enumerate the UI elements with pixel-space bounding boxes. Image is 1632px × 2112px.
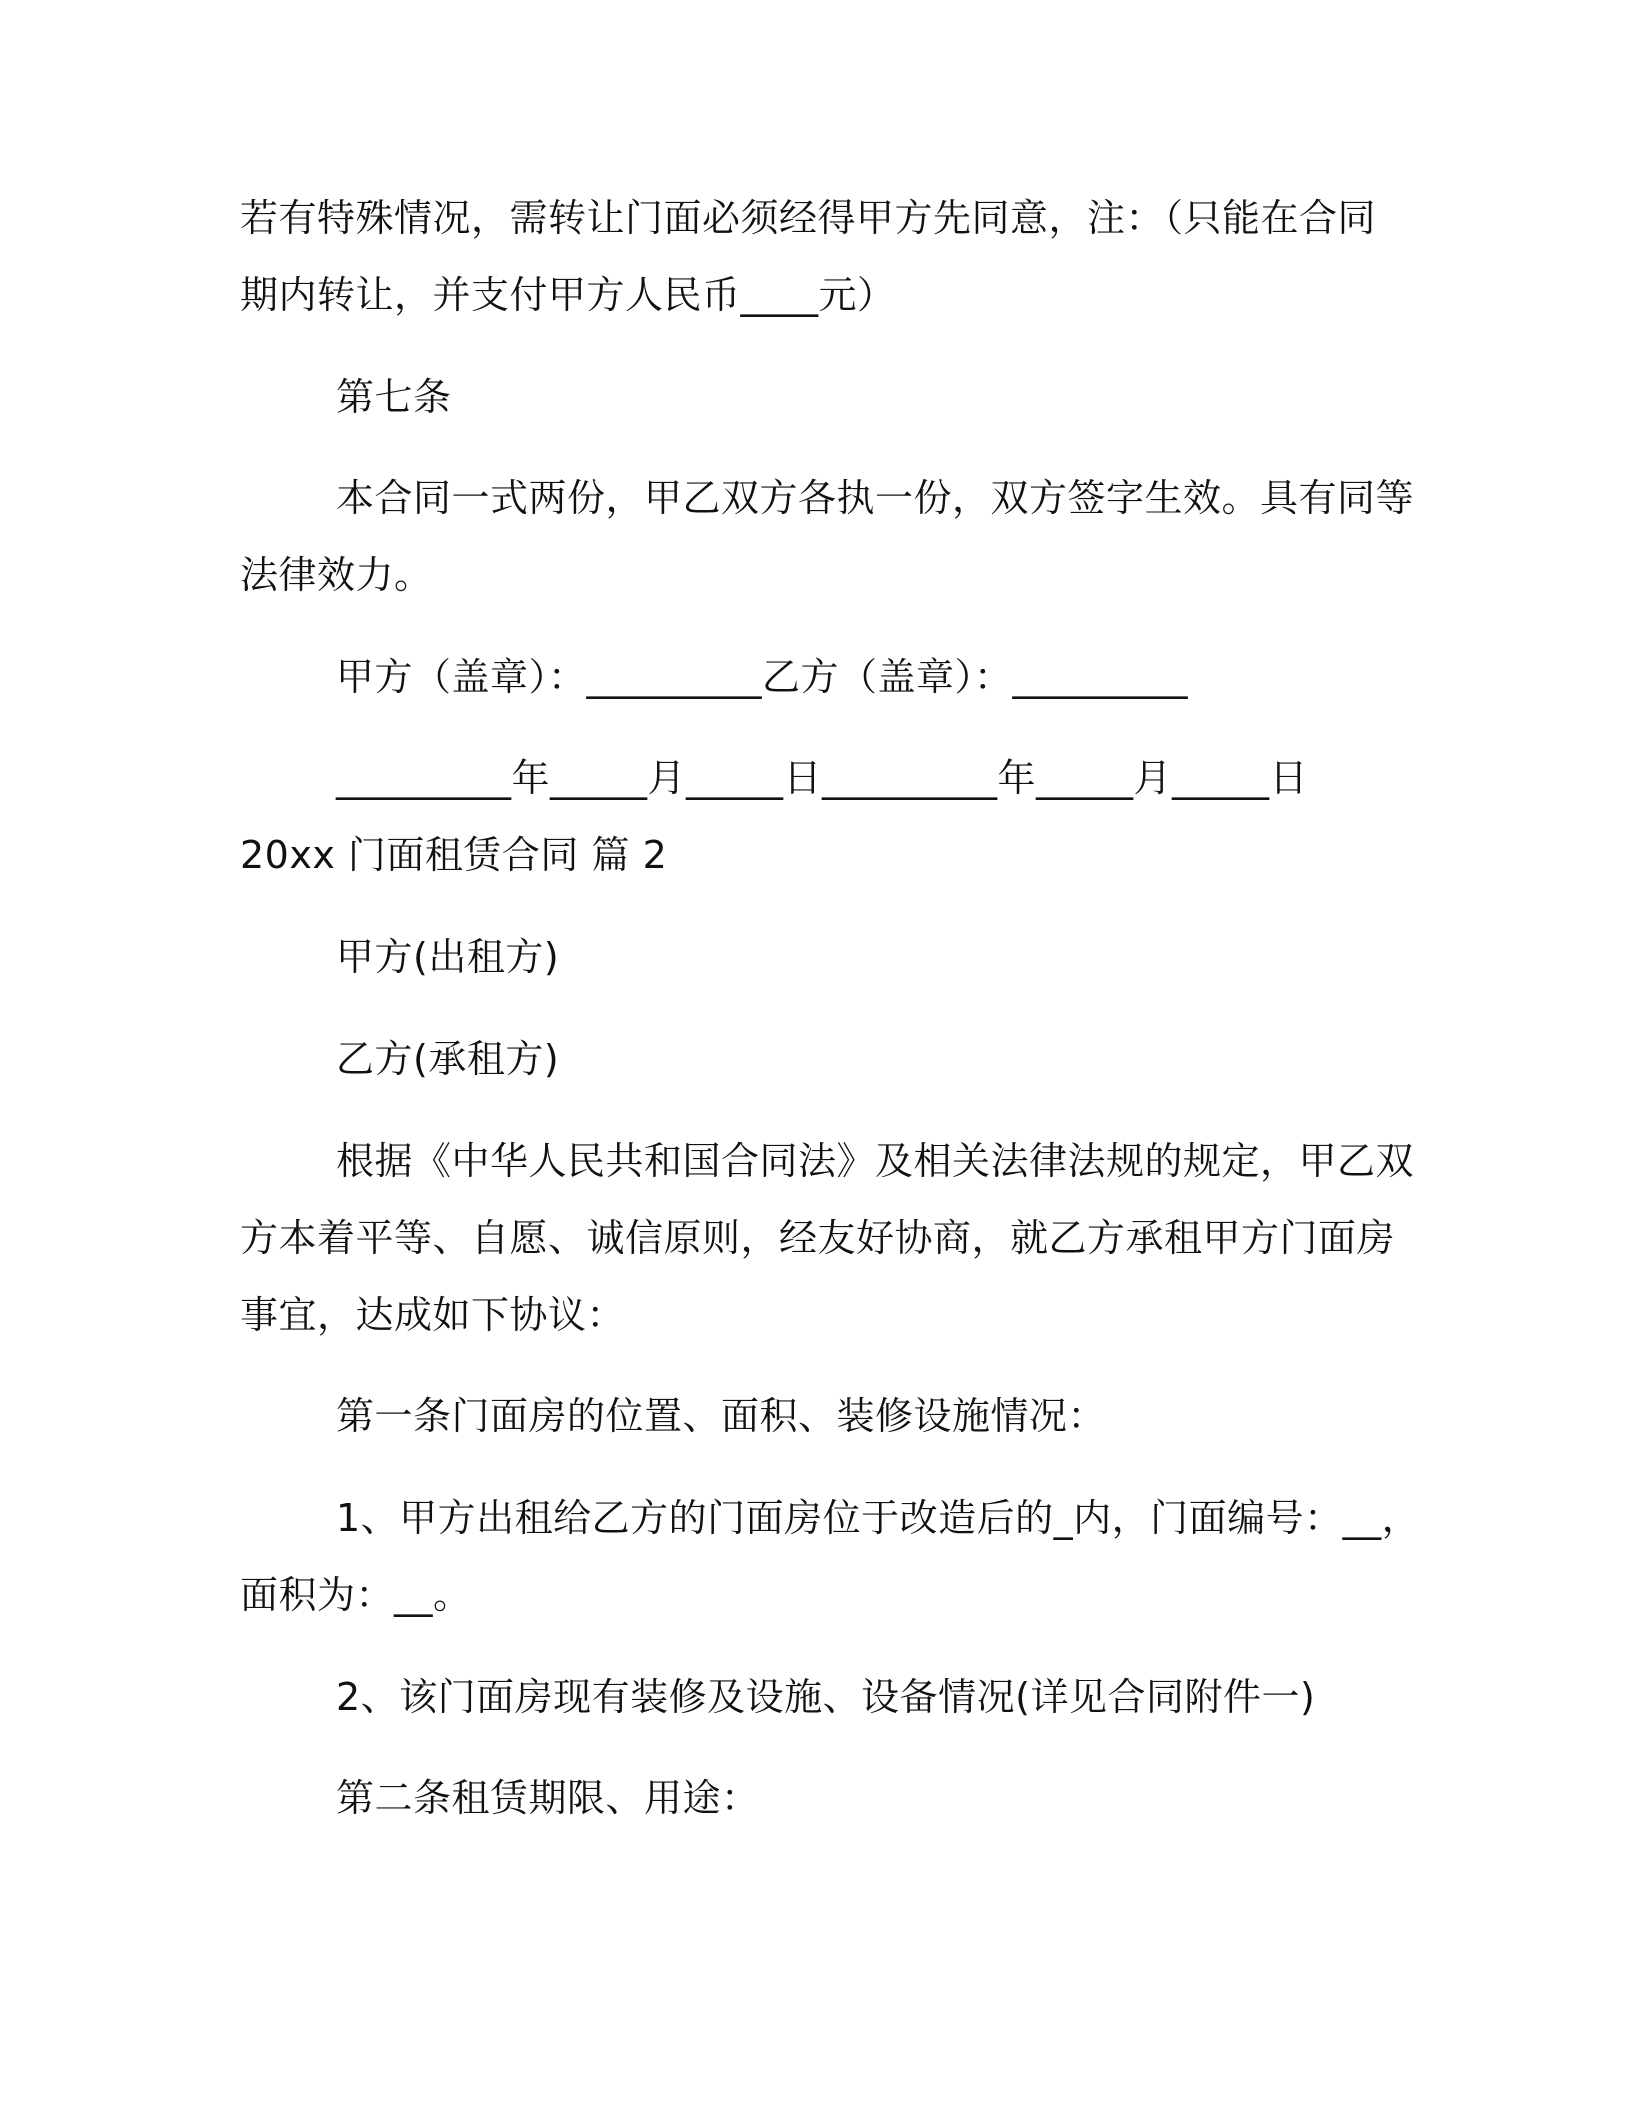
paragraph-copies-line-1: 本合同一式两份，甲乙双方各执一份，双方签字生效。具有同等	[336, 476, 1415, 520]
article-one-item-1-line-2: 面积为：__。	[240, 1573, 472, 1617]
article-one-item-2: 2、该门面房现有装修及设施、设备情况(详见合同附件一)	[336, 1675, 1316, 1719]
preamble-line-1: 根据《中华人民共和国合同法》及相关法律法规的规定，甲乙双	[336, 1139, 1415, 1183]
party-b-label: 乙方(承租方)	[336, 1037, 560, 1081]
section-title: 20xx 门面租赁合同 篇 2	[240, 833, 668, 877]
paragraph-transfer-line-2: 期内转让，并支付甲方人民币____元）	[240, 273, 896, 317]
article-two-heading: 第二条租赁期限、用途：	[336, 1776, 760, 1820]
article-one-item-1-line-1: 1、甲方出租给乙方的门面房位于改造后的_内，门面编号：__，	[336, 1496, 1421, 1540]
preamble-line-2: 方本着平等、自愿、诚信原则，经友好协商，就乙方承租甲方门面房	[240, 1216, 1396, 1260]
paragraph-copies-line-2: 法律效力。	[240, 553, 433, 597]
preamble-line-3: 事宜，达成如下协议：	[240, 1293, 626, 1337]
article-seven-heading: 第七条	[336, 375, 452, 419]
signature-line: 甲方（盖章）：_________乙方（盖章）：_________	[336, 655, 1189, 699]
date-line: _________年_____月_____日_________年_____月_____日	[336, 756, 1309, 800]
paragraph-transfer-line-1: 若有特殊情况，需转让门面必须经得甲方先同意，注：（只能在合同	[240, 196, 1377, 240]
article-one-heading: 第一条门面房的位置、面积、装修设施情况：	[336, 1394, 1107, 1438]
party-a-label: 甲方(出租方)	[336, 935, 560, 979]
